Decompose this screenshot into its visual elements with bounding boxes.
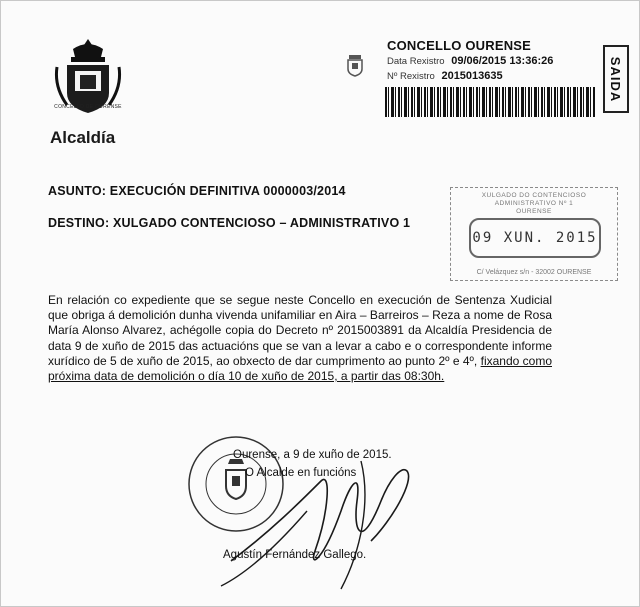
court-received-stamp: [450, 187, 618, 281]
court-stamp-line-2: ADMINISTRATIVO Nº 1: [494, 200, 574, 207]
registry-emblem-icon: [345, 53, 365, 77]
body-main-text: En relación co expediente que se segue neste Concello en execución de Sentenza Xudicial que obriga á demolición dunha vivenda unifamiliar en Aira – Barreiros – Reza a nome de Rosa María Alonso Alvarez, achégolle copia do Decreto nº 2015003891 da Alcaldía Presidencia de data 9 de xuño de 2015 das actuacións que se van a levar a cabo e o correspondente informe xurídico de 5 de xuño de 2015, ao obxecto de dar cumprimento ao punto 2º e 4º,: [48, 293, 552, 368]
signer-name: Agustín Fernández Gallego.: [223, 549, 367, 561]
registry-number-row: [387, 70, 503, 82]
court-stamp-line-3: OURENSE: [516, 208, 552, 215]
registry-date-row: [387, 55, 553, 67]
crest-caption: CONCELLO DE OURENSE: [54, 104, 122, 110]
registry-date-label: Data Rexistro: [387, 56, 445, 67]
handwritten-signature-icon: [211, 441, 441, 591]
body-underlined-text: fixando como próxima data de demolición o día 10 de xuño de 2015, a partir das 08:30h.: [48, 353, 552, 384]
registry-type-box: [603, 45, 629, 113]
signature-place-date: Ourense, a 9 de xuño de 2015.: [233, 449, 392, 461]
registry-number-value: 2015013635: [441, 70, 503, 82]
body-paragraph: [48, 293, 552, 384]
court-stamp-line-1: XULGADO DO CONTENCIOSO: [481, 192, 587, 199]
destination-line: DESTINO: XULGADO CONTENCIOSO – ADMINISTRATIVO 1: [48, 216, 411, 230]
registry-number-label: Nº Rexistro: [387, 71, 435, 82]
registry-title: CONCELLO OURENSE: [387, 38, 532, 53]
subject-line: ASUNTO: EXECUCIÓN DEFINITIVA 0000003/2014: [48, 184, 346, 198]
court-stamp-address: C/ Velázquez s/n - 32002 OURENSE: [476, 269, 592, 276]
registry-type-label: SAIDA: [608, 56, 624, 102]
registry-barcode: [385, 87, 595, 117]
office-title: Alcaldía: [50, 128, 116, 147]
registry-date-value: 09/06/2015 13:36:26: [451, 55, 554, 67]
court-stamp-date: 09 XUN. 2015: [469, 218, 601, 258]
signature-role: O Alcalde en funcións: [245, 467, 357, 479]
